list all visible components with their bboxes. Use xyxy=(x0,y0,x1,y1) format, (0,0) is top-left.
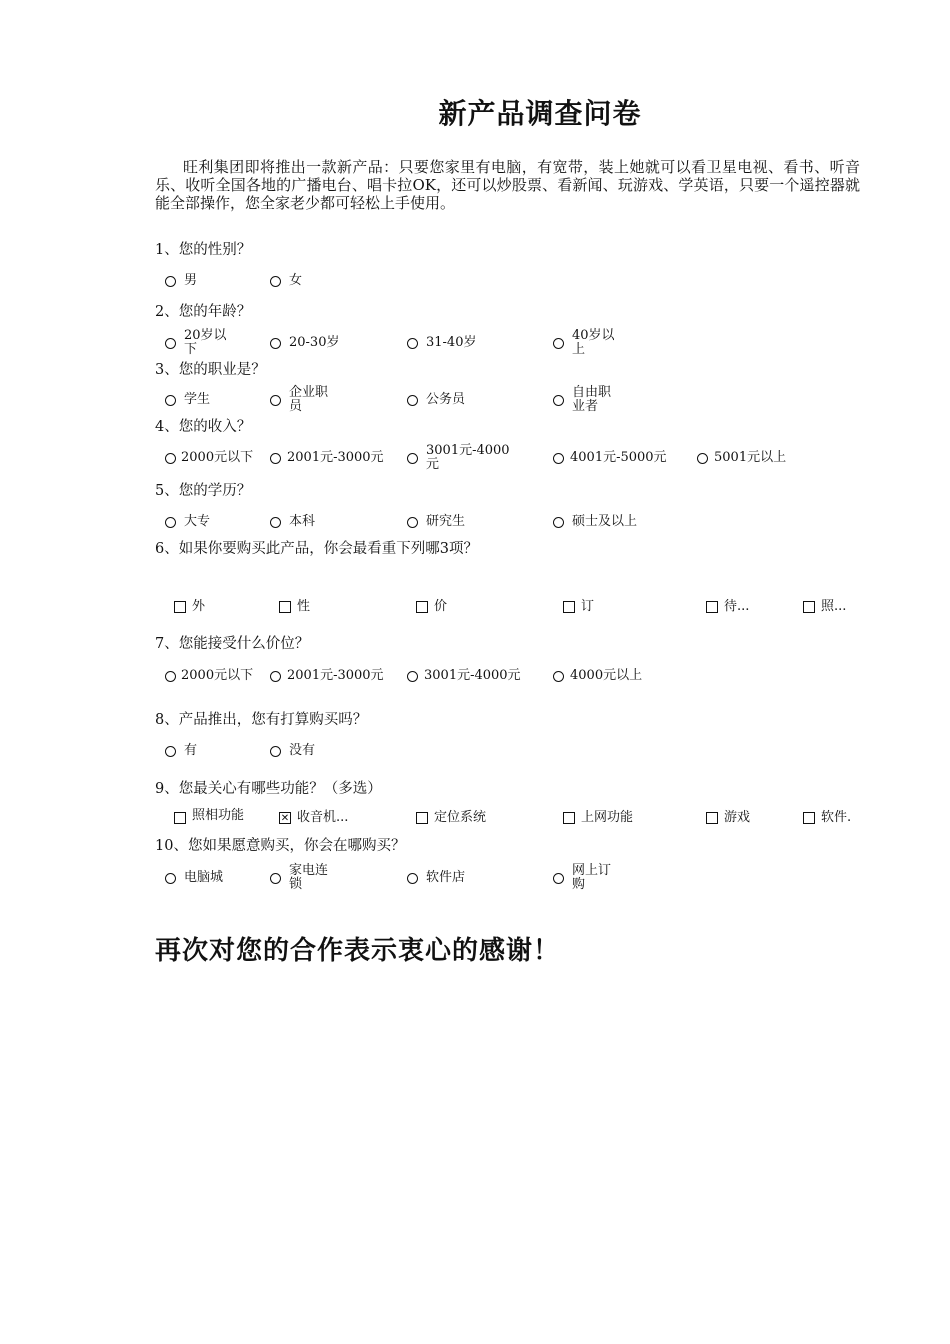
radio-icon[interactable] xyxy=(553,453,564,464)
radio-icon[interactable] xyxy=(407,671,418,682)
radio-icon[interactable] xyxy=(270,517,281,528)
question-3: 3、您的职业是？ xyxy=(155,362,266,378)
radio-icon[interactable] xyxy=(697,453,708,464)
radio-icon[interactable] xyxy=(270,873,281,884)
radio-icon[interactable] xyxy=(407,453,418,464)
radio-icon[interactable] xyxy=(270,453,281,464)
page-title: 新产品调查问卷 xyxy=(438,97,642,130)
question-4: 4、您的收入？ xyxy=(155,419,252,435)
intro-paragraph: 旺利集团即将推出一款新产品：只要您家里有电脑，有宽带，装上她就可以看卫星电视、看书、听音乐、收听全国各地的广播电台、唱卡拉OK，还可以炒股票、看新闻、玩游戏、学英语，只要一个遥控器就能全部操作，您全家老少都可轻松上手使用。 xyxy=(155,158,860,212)
question-5: 5、您的学历？ xyxy=(155,483,252,499)
radio-icon[interactable] xyxy=(553,671,564,682)
radio-icon[interactable] xyxy=(165,746,176,757)
radio-icon[interactable] xyxy=(407,873,418,884)
checkbox-icon[interactable] xyxy=(416,812,428,824)
radio-icon[interactable] xyxy=(270,395,281,406)
question-9: 9、您最关心有哪些功能？（多选） xyxy=(155,781,382,797)
question-1: 1、您的性别？ xyxy=(155,242,252,258)
thank-you-note: 再次对您的合作表示衷心的感谢！ xyxy=(155,936,561,966)
radio-icon[interactable] xyxy=(270,671,281,682)
question-8: 8、产品推出，您有打算购买吗？ xyxy=(155,712,368,728)
radio-icon[interactable] xyxy=(165,338,176,349)
radio-icon[interactable] xyxy=(165,517,176,528)
question-6: 6、如果你要购买此产品，你会最看重下列哪3项？ xyxy=(155,541,478,557)
radio-icon[interactable] xyxy=(165,873,176,884)
radio-icon[interactable] xyxy=(553,338,564,349)
checkbox-icon[interactable] xyxy=(803,601,815,613)
checkbox-icon[interactable] xyxy=(803,812,815,824)
checkbox-checked-icon[interactable] xyxy=(279,812,291,824)
checkbox-icon[interactable] xyxy=(174,601,186,613)
checkbox-icon[interactable] xyxy=(706,812,718,824)
radio-icon[interactable] xyxy=(270,746,281,757)
radio-icon[interactable] xyxy=(165,395,176,406)
radio-icon[interactable] xyxy=(407,517,418,528)
question-7: 7、您能接受什么价位？ xyxy=(155,636,310,652)
checkbox-icon[interactable] xyxy=(279,601,291,613)
radio-icon[interactable] xyxy=(165,276,176,287)
checkbox-icon[interactable] xyxy=(706,601,718,613)
question-2: 2、您的年龄？ xyxy=(155,304,252,320)
radio-icon[interactable] xyxy=(165,671,176,682)
question-10: 10、您如果愿意购买，你会在哪购买？ xyxy=(155,838,406,854)
radio-icon[interactable] xyxy=(553,517,564,528)
radio-icon[interactable] xyxy=(165,453,176,464)
radio-icon[interactable] xyxy=(407,395,418,406)
checkbox-icon[interactable] xyxy=(174,812,186,824)
checkbox-icon[interactable] xyxy=(563,812,575,824)
radio-icon[interactable] xyxy=(270,338,281,349)
radio-icon[interactable] xyxy=(553,873,564,884)
checkbox-icon[interactable] xyxy=(563,601,575,613)
radio-icon[interactable] xyxy=(553,395,564,406)
radio-icon[interactable] xyxy=(407,338,418,349)
checkbox-icon[interactable] xyxy=(416,601,428,613)
radio-icon[interactable] xyxy=(270,276,281,287)
